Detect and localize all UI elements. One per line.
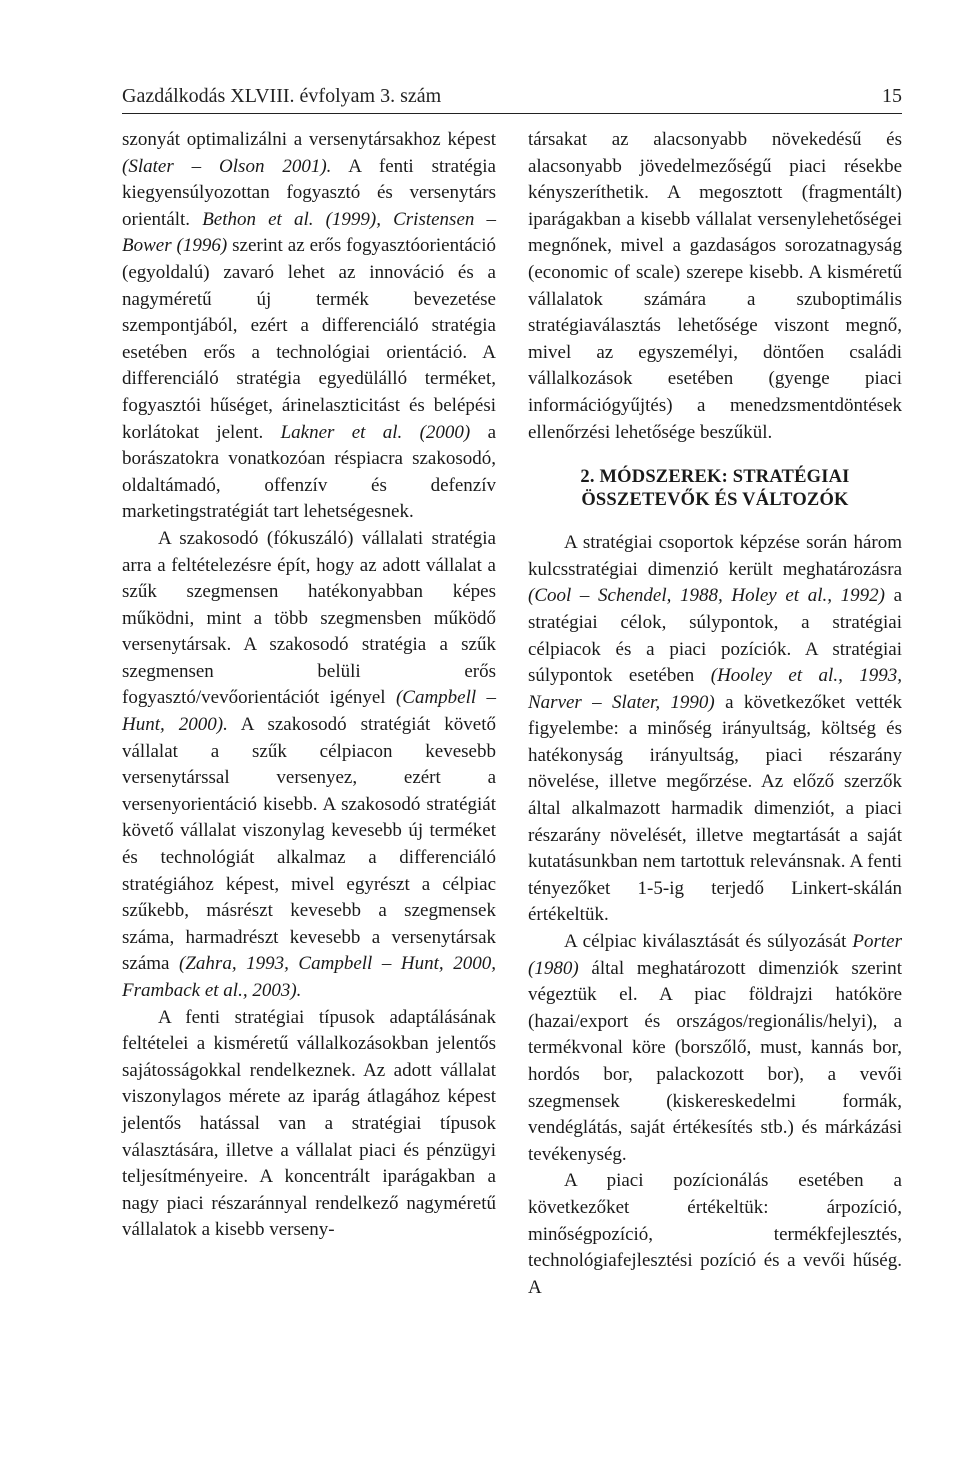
text-run: A célpiac kiválasztását és súlyozását <box>564 931 853 953</box>
text-run: a borászatokra vonatkozóan réspiacra szakosodó, oldaltámadó, offenzív és defenzív marketingstratégiát tart lehetségesnek. <box>122 421 497 523</box>
text-run: a következőket vették figyelembe: a minőség irányultság, költség és hatékonyság irányultság, piaci részarány növelése, illetve megőrzése. Az előző szerzők által alkalmazott harmadik dimenziót, a piaci részarány növelését, illetve megtartását a saját kutatásunkban nem tartottuk relevánsnak. A fenti tényezőket 1-5-ig terjedő Linkert-skálán értékeltük. <box>528 691 902 926</box>
citation: Porter (1980) <box>528 931 902 979</box>
paragraph <box>122 526 496 1005</box>
citation: (Cool – Schendel, 1988, Holey et al., 1992) <box>528 585 885 607</box>
paragraph: A piaci pozícionálás esetében a következőket értékeltük: árpozíció, minőségpozíció, termékfejlesztés, technológiafejlesztési pozíció és a vevői hűség. A <box>528 1170 902 1298</box>
journal-title: Gazdálkodás XLVIII. évfolyam 3. szám <box>122 85 442 107</box>
running-header <box>122 84 902 108</box>
citation: Lakner et al. (2000) <box>280 421 471 443</box>
text-run: szonyát optimalizálni a versenytársakhoz képest <box>122 129 496 150</box>
section-heading: 2. MÓDSZEREK: STRATÉGIAI ÖSSZETEVŐK ÉS VÁLTOZÓK <box>580 467 850 511</box>
header-rule <box>122 113 902 114</box>
citation: (Zahra, 1993, Campbell – Hunt, 2000, Framback et al., 2003). <box>122 953 496 1001</box>
text-run: A fenti stratégia kiegyensúlyozottan fogyasztó és versenytárs orientált. <box>122 155 496 230</box>
text-run: A stratégiai csoportok képzése során három kulcsstratégiai dimenzió került meghatározásra <box>528 532 902 580</box>
paragraph <box>528 530 902 929</box>
text-run: A szakosodó (fókuszáló) vállalati stratégia arra a feltételezésre épít, hogy az adott vállalat a szűk szegmensen hatékonyabban képes működni, mint a több szegmensben működő versenytársak. A szakosodó stratégia a szűk szegmensen belüli erős fogyasztó/vevőorientációt igényel <box>122 527 496 709</box>
left-column <box>122 127 496 1244</box>
text-run: által meghatározott dimenziók szerint végeztük el. A piac földrajzi hatóköre (hazai/export és országos/regionális/helyi), a termékvonal köre (borszőlő, must, kannás bor, hordós bor, palackozott bor), a vevői szegmensek (kiskereskedelmi formák, vendéglátás, saját értékesítés stb.) és márkázási tevékenység. <box>528 957 902 1165</box>
citation: (Slater – Olson 2001). <box>122 155 332 177</box>
citation: Bethon et al. (1999), Cristensen – Bower (1996) <box>122 208 497 257</box>
text-run: szerint az erős fogyasztóorientáció (egyoldalú) zavaró lehet az innováció és a nagyméretű új termék bevezetése szempontjából, ezért a differenciáló stratégia esetében erős a technológiai orientáció. A differenciáló stratégia egyedülálló terméket, fogyasztói hűséget, árinelaszticitást és belépési korlátokat jelent. <box>122 235 497 443</box>
text-run: A szakosodó stratégiát követő vállalat a szűk célpiacon kevesebb versenytárssal versenyez, ezért a versenyorientáció kisebb. A szakosodó stratégiát követő vállalat viszonylag kevesebb új terméket és technológiát alkalmaz a differenciáló stratégiához képest, mivel egyrészt a célpiac szűkebb, másrészt kevesebb a szegmensek száma, harmadrészt kevesebb a versenytársak száma <box>122 714 496 975</box>
paragraph <box>122 127 496 526</box>
text-run: a stratégiai célok, súlypontok, a stratégiai célpiacok és a piaci pozíciók. A stratégiai súlypontok esetében <box>528 585 902 687</box>
citation: (Campbell – Hunt, 2000). <box>122 687 496 736</box>
paragraph: A fenti stratégiai típusok adaptálásának feltételei a kisméretű vállalkozásokban jelentős sajátosságokkal rendelkeznek. Az adott vállalat viszonylagos mérete az iparág átlagához képest jelentős hatással van a stratégiai típusok választására, illetve a vállalat piaci és pénzügyi teljesítményeire. A koncentrált iparágakban a nagy piaci részaránnyal rendelkező nagyméretű vállalatok a kisebb verseny- <box>122 1006 496 1241</box>
citation: (Hooley et al., 1993, Narver – Slater, 1990) <box>528 665 903 713</box>
page-number: 15 <box>882 85 902 107</box>
paragraph: társakat az alacsonyabb növekedésű és alacsonyabb jövedelmezőségű piaci résekbe kényszeríthetik. A megosztott (fragmentált) iparágakban a kisebb vállalat versenylehetőségei megnőnek, mivel a gazdaságos sorozatnagyság (economic of scale) szerepe kisebb. A kisméretű vállalatok számára a szuboptimális stratégiaválasztás lehetősége viszont megnő, mivel az egyszemélyi, döntően családi vállalkozások esetében (gyenge piaci információgyűjtés) a menedzsmentdöntések ellenőrzési lehetősége beszűkül. <box>528 129 902 443</box>
paragraph <box>528 929 902 1168</box>
right-column <box>528 127 902 1301</box>
